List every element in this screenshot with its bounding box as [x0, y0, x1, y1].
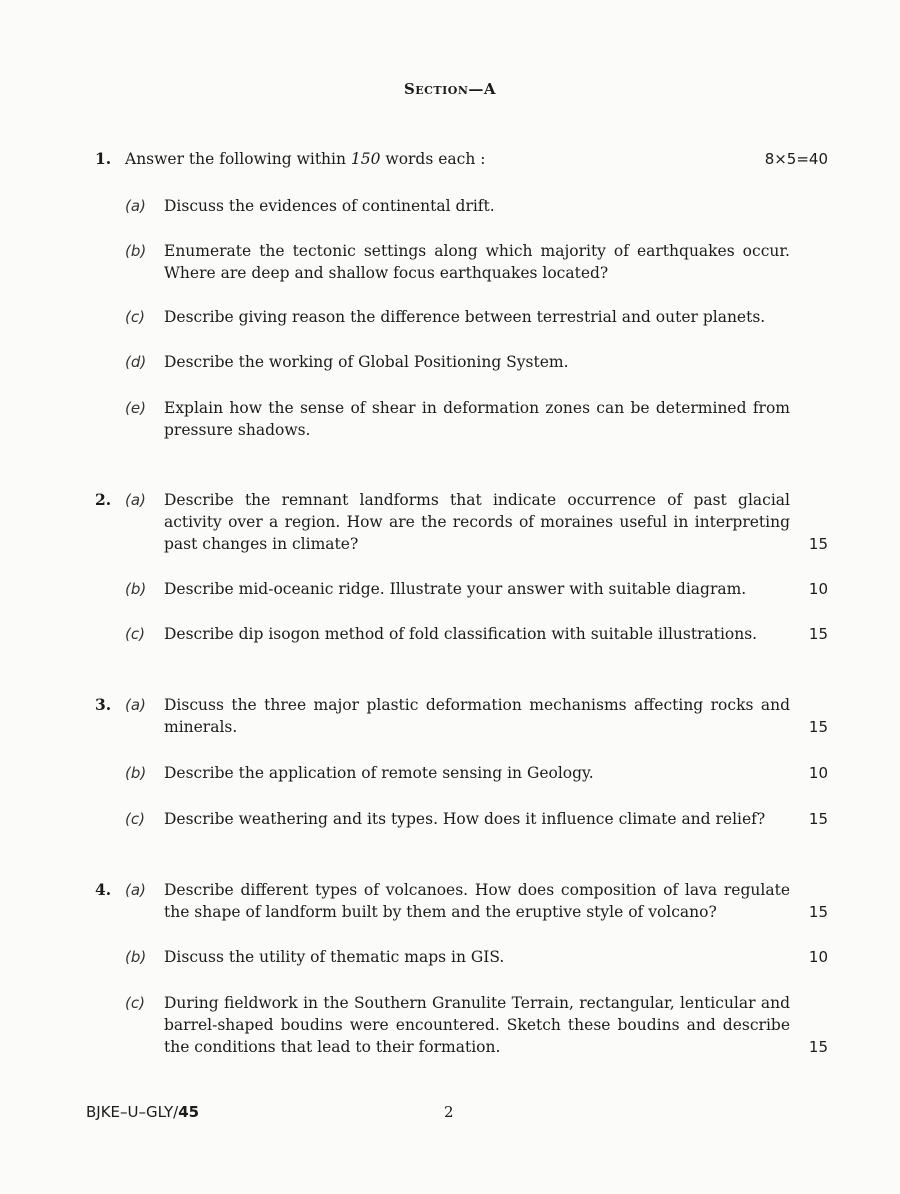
q3-part-c-label: (c): [125, 810, 145, 828]
q2-part-c-marks: 15: [808, 625, 828, 643]
q1-part-d-label: (d): [125, 353, 147, 371]
paper-code: [86, 1103, 199, 1121]
instruction-text: Answer the following within: [125, 150, 351, 168]
q1-part-b-label: (b): [125, 242, 147, 260]
page-number: 2: [444, 1103, 454, 1121]
q3-part-c-marks: 15: [808, 810, 828, 828]
q3-part-a-text: Discuss the three major plastic deformation mechanisms affecting rocks and minerals.: [164, 696, 790, 736]
q2-part-a-label: (a): [125, 491, 146, 509]
q1-part-d-text: Describe the working of Global Positioning System.: [164, 353, 569, 371]
q3-part-b-marks: 10: [808, 764, 828, 782]
q4-part-c-marks: 15: [808, 1038, 828, 1056]
question-2-number: 2.: [95, 490, 112, 509]
q3-part-b-text: Describe the application of remote sensing in Geology.: [164, 764, 594, 782]
q4-part-b-text: Discuss the utility of thematic maps in GIS.: [164, 948, 505, 966]
q1-part-e-label: (e): [125, 399, 146, 417]
question-4-number: 4.: [95, 880, 112, 899]
question-1-number: 1.: [95, 149, 112, 168]
question-1-marks: 8×5=40: [764, 150, 828, 168]
q2-part-b-label: (b): [125, 580, 147, 598]
section-label: Section—A: [403, 80, 497, 98]
q3-part-c-text: Describe weathering and its types. How does it influence climate and relief?: [164, 810, 766, 828]
q1-part-a-text: Discuss the evidences of continental drift.: [164, 197, 495, 215]
question-3-number: 3.: [95, 695, 112, 714]
q4-part-c-label: (c): [125, 994, 145, 1012]
instruction-text-end: words each :: [380, 150, 486, 168]
instruction-word-count: 150: [350, 150, 381, 168]
question-1-instruction: [125, 148, 485, 170]
paper-code-prefix: BJKE–U–GLY/: [86, 1103, 179, 1121]
paper-code-suffix: 45: [178, 1103, 200, 1121]
q4-part-b-marks: 10: [808, 948, 828, 966]
q4-part-b-label: (b): [125, 948, 147, 966]
q2-part-c-text: Describe dip isogon method of fold classification with suitable illustrations.: [164, 625, 758, 643]
q2-part-a-text: Describe the remnant landforms that indicate occurrence of past glacial activity over a region. How are the records of moraines useful in interpreting past changes in climate?: [164, 491, 790, 553]
q1-part-c-text: Describe giving reason the difference between terrestrial and outer planets.: [164, 308, 766, 326]
q1-part-a-label: (a): [125, 197, 146, 215]
q4-part-a-label: (a): [125, 881, 146, 899]
q3-part-a-label: (a): [125, 696, 146, 714]
q1-part-c-label: (c): [125, 308, 145, 326]
q2-part-c-label: (c): [125, 625, 145, 643]
q1-part-b-text: Enumerate the tectonic settings along which majority of earthquakes occur. Where are deep and shallow focus earthquakes located?: [164, 242, 790, 282]
section-heading: [0, 80, 900, 98]
q1-part-e-text: Explain how the sense of shear in deformation zones can be determined from pressure shadows.: [164, 399, 790, 439]
q4-part-a-text: Describe different types of volcanoes. How does composition of lava regulate the shape of landform built by them and the eruptive style of volcano?: [164, 881, 790, 921]
q2-part-b-marks: 10: [808, 580, 828, 598]
q2-part-b-text: Describe mid-oceanic ridge. Illustrate your answer with suitable diagram.: [164, 580, 747, 598]
q3-part-a-marks: 15: [808, 718, 828, 736]
q3-part-b-label: (b): [125, 764, 147, 782]
q4-part-c-text: During fieldwork in the Southern Granulite Terrain, rectangular, lenticular and barrel-shaped boudins were encountered. Sketch these boudins and describe the conditions that lead to their formation.: [164, 994, 790, 1056]
q4-part-a-marks: 15: [808, 903, 828, 921]
q2-part-a-marks: 15: [808, 535, 828, 553]
